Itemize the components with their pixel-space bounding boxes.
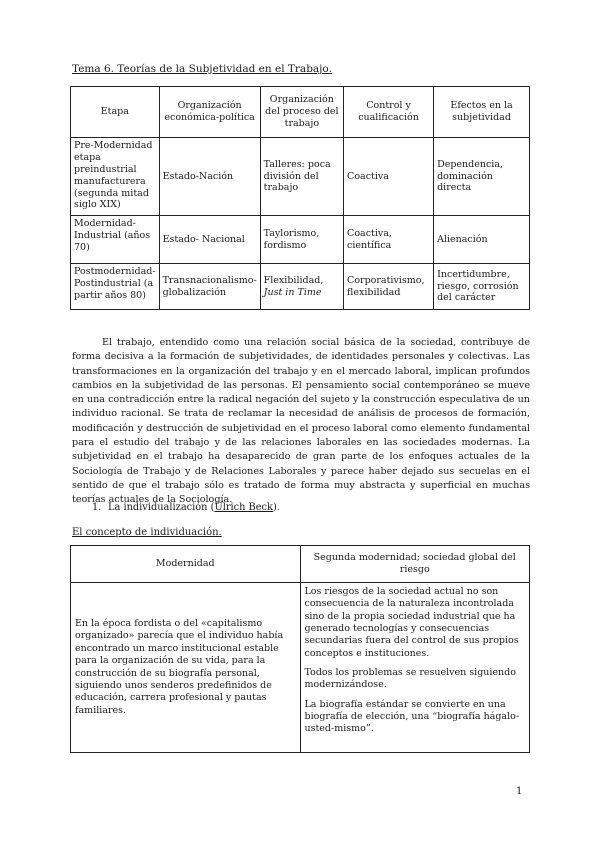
table-row: [71, 138, 530, 216]
stages-table: [70, 86, 530, 310]
table-cell: En la época fordista o del «capitalismo organizado» parecía que el individuo había encontrado un marco institucional estable para la organización de su vida, para la construcción de su biografía personal, siguiendo unos senderos predefinidos de educación, carrera profesional y pautas familiares.: [71, 583, 301, 753]
jit-term: Just in Time: [263, 286, 322, 298]
header-cell: Control y cualificación: [344, 87, 434, 138]
table-cell: Estado- Nacional: [159, 216, 260, 264]
header-cell: Modernidad: [71, 546, 301, 583]
table-cell: Coactiva: [344, 138, 434, 216]
body-paragraph: El trabajo, entendido como una relación social básica de la sociedad, contribuye de forma decisiva a la formación de subjetividades, de identidades personales y colectivas. Las transformaciones en la organización del trabajo y en el mercado laboral, implican profundos cambios en la subjetividad de las personas. El pensamiento social contemporáneo se mueve en una contradicción entre la radical negación del sujeto y la construcción especulativa de un individuo racional. Se trata de reclamar la necesidad de análisis de procesos de formación, modificación y destrucción de subjetividad en el proceso laboral como elemento fundamental para el estudio del trabajo y de las relaciones laborales en las sociedades modernas. La subjetividad en el trabajo ha desaparecido de gran parte de los enfoques actuales de la Sociología de Trabajo y de Relaciones Laborales y parece haber dejado sus secuelas en el sentido de que el trabajo sólo es tratado de forma muy abstracta y superficial en muchas teorías actuales de la Sociología.: [72, 337, 530, 506]
list-item: [92, 502, 280, 513]
table-cell: Alienación: [434, 216, 530, 264]
table-cell: Incertidumbre, riesgo, corrosión del carácter: [434, 264, 530, 310]
header-cell: Etapa: [71, 87, 160, 138]
page-number: 1: [516, 786, 523, 797]
header-cell: Organización económica-política: [159, 87, 260, 138]
table-cell: [300, 583, 530, 753]
cell-paragraph: Los riesgos de la sociedad actual no son consecuencia de la naturaleza incontrolada sino de la propia sociedad industrial que ha generado tecnologías y consecuencias secundarias fuera del control de sus propios conceptos e instituciones.: [304, 586, 519, 659]
header-cell: Segunda modernidad; sociedad global del riesgo: [300, 546, 530, 583]
table-cell: Pre-Modernidad etapa preindustrial manufacturera (segunda mitad siglo XIX): [71, 138, 160, 216]
page-title: Tema 6. Teorías de la Subjetividad en el Trabajo.: [72, 63, 332, 75]
list-text: La individualización (: [108, 502, 215, 513]
table-row: [71, 264, 530, 310]
table-cell: Coactiva, científica: [344, 216, 434, 264]
table-row: [71, 583, 530, 753]
cell-text: Flexibilidad,: [263, 274, 324, 286]
header-cell: Efectos en la subjetividad: [434, 87, 530, 138]
cell-paragraph: La biografía estándar se convierte en una biografía de elección, una “biografía hágalo-usted-mismo”.: [304, 698, 520, 735]
table-cell: Transnacionalismo-globalización: [159, 264, 260, 310]
table-cell: Modernidad-Industrial (años 70): [71, 216, 160, 264]
section-heading: El concepto de individuación.: [72, 527, 222, 538]
table-cell: Talleres: poca división del trabajo: [260, 138, 343, 216]
table-header-row: [71, 87, 530, 138]
table-row: [71, 216, 530, 264]
table-cell: Taylorismo, fordismo: [260, 216, 343, 264]
table-cell: Estado-Nación: [159, 138, 260, 216]
table-cell: Dependencia, dominación directa: [434, 138, 530, 216]
cell-paragraph: Todos los problemas se resuelven siguiendo modernizándose.: [304, 667, 516, 691]
author-link[interactable]: Ulrich Beck: [214, 502, 273, 513]
list-number: 1.: [92, 502, 102, 513]
table-header-row: [71, 546, 530, 583]
table-cell: Postmodernidad-Postindustrial (a partir años 80): [71, 264, 160, 310]
header-cell: Organización del proceso del trabajo: [260, 87, 343, 138]
table-cell: [260, 264, 343, 310]
list-close: ).: [272, 502, 280, 513]
comparison-table: [70, 545, 530, 753]
table-cell: Corporativismo, flexibilidad: [344, 264, 434, 310]
